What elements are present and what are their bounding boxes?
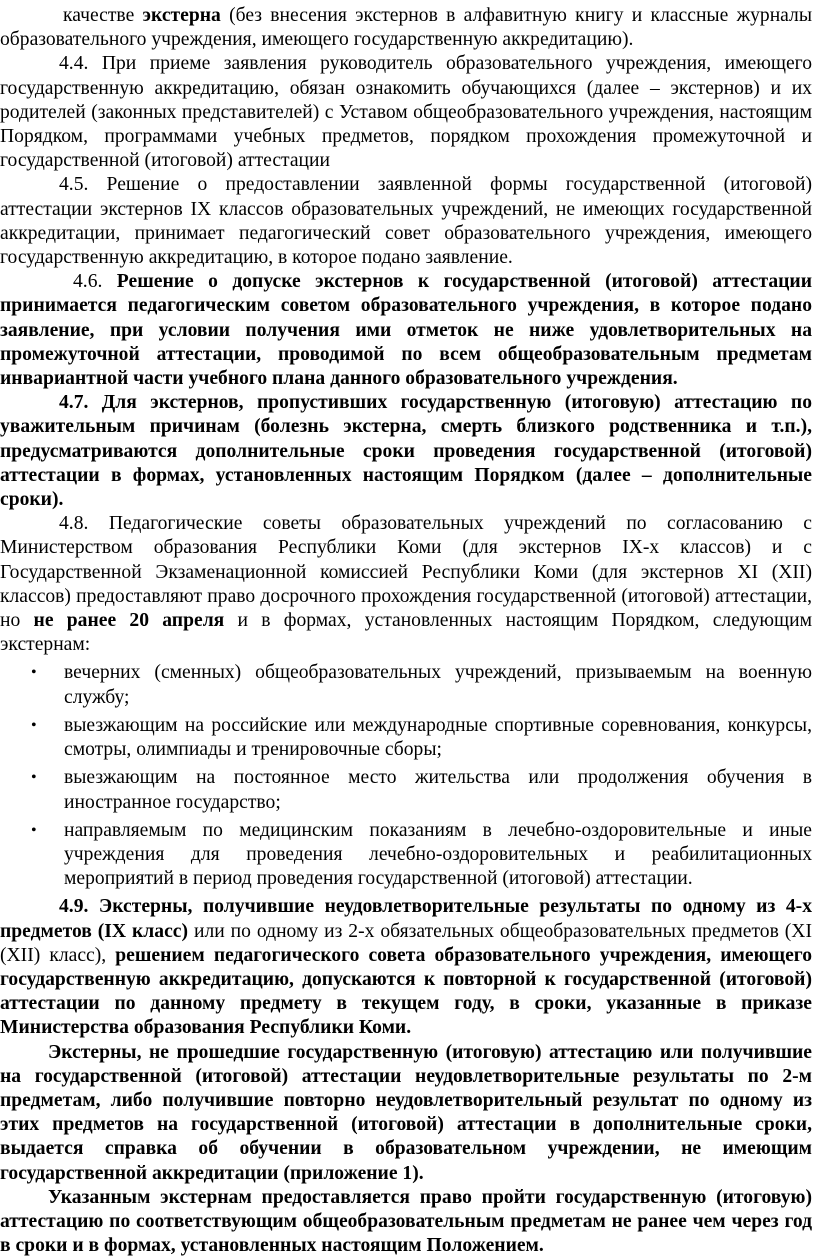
bullet-icon: • bbox=[31, 716, 37, 734]
document-page bbox=[0, 4, 812, 1258]
bullet-icon: • bbox=[31, 821, 37, 839]
list-item: • выезжающим на российские или международные спортивные соревнования, конкурсы, смотры, олимпиады и тренировочные сборы; bbox=[31, 714, 812, 761]
bullet-list bbox=[0, 661, 812, 891]
paragraph-4-5: 4.5. Решение о предоставлении заявленной формы государственной (итоговой) аттестации экстернов IX классов образовательных учреждений, не имеющих государственной аккредитации, принимает педагогический совет образовательного учреждения, имеющего государственную аккредитацию, в которое подано заявление. bbox=[0, 174, 812, 269]
bullet-icon: • bbox=[31, 769, 37, 787]
paragraph-number: 4.6. bbox=[73, 271, 103, 293]
paragraph-externs-failed: Экстерны, не прошедшие государственную (итоговую) аттестацию или получившие на государственной (итоговой) аттестации неудовлетворительные результаты по 2-м предметам, либо получившие повторно неудовлетворительный результат по одному из этих предметов на государственной (итоговой) аттестации в дополнительные сроки, выдается справка об обучении в образовательном учреждении, не имеющим государственной аккредитации (приложение 1). bbox=[0, 1041, 812, 1184]
paragraph-number: 4.5. bbox=[59, 174, 89, 196]
paragraph-4-4: 4.4. При приеме заявления руководитель образовательного учреждения, имеющего государственную аккредитацию, обязан ознакомить обучающихся (далее – экстернов) и их родителей (законных представителей) с Уставом общеобразовательного учреждения, настоящим Порядком, программами учебных предметов, порядком прохождения промежуточной и государственной (итоговой) аттестации bbox=[0, 53, 812, 172]
paragraph-number: 4.8. bbox=[59, 513, 89, 535]
list-item: • выезжающим на постоянное место жительства или продолжения обучения в иностранное государство; bbox=[31, 767, 812, 813]
list-item: • вечерних (сменных) общеобразовательных учреждений, призываемым на военную службу; bbox=[31, 662, 812, 708]
paragraph-4-6: 4.6. Решение о допуске экстернов к государственной (итоговой) аттестации принимается педагогическим советом образовательного учреждения, в которое подано заявление, при условии получения ими отметок не ниже удовлетворительных на промежуточной аттестации, проводимой по всем общеобразовательным предметам инвариантной части учебного плана данного образовательного учреждения. bbox=[0, 271, 812, 390]
paragraph-4-9: 4.9. Экстерны, получившие неудовлетворительные результаты по одному из 4-х предметов (IX класс) или по одному из 2-х обязательных общеобразовательных предметов (XI (XII) класс), решением педагогического совета образовательного учреждения, имеющего государственную аккредитацию, допускаются к повторной к государственной (итоговой) аттестации по данному предмету в текущем году, в сроки, указанные в приказе Министерства образования Республики Коми. bbox=[0, 896, 812, 1039]
bullet-icon: • bbox=[31, 664, 37, 682]
paragraph-4-3-end: качестве экстерна (без внесения экстернов в алфавитную книгу и классные журналы образовательного учреждения, имеющего государственную аккредитацию). bbox=[0, 5, 812, 51]
paragraph-number: 4.4. bbox=[59, 53, 89, 75]
paragraph-4-7: 4.7. Для экстернов, пропустивших государственную (итоговую) аттестацию по уважительным причинам (болезнь экстерна, смерть близкого родственника и т.п.), предусматриваются дополнительные сроки проведения государственной (итоговой) аттестации в формах, установленных настоящим Порядком (далее – дополнительные сроки). bbox=[0, 392, 812, 511]
paragraph-4-8: 4.8. Педагогические советы образовательных учреждений по согласованию с Министерством образования Республики Коми (для экстернов IX-х классов) и с Государственной Экзаменационной комиссией Республики Коми (для экстернов XI (XII) классов) предоставляют право досрочного прохождения государственной (итоговой) аттестации, но не ранее 20 апреля и в формах, установленных настоящим Порядком, следующим экстернам: bbox=[0, 513, 813, 656]
paragraph-retake-right: Указанным экстернам предоставляется право пройти государственную (итоговую) аттестацию по соответствующим общеобразовательным предметам не ранее чем через год в сроки и в формах, установленных настоящим Положением. bbox=[0, 1186, 812, 1257]
list-item: • направляемым по медицинским показаниям в лечебно-оздоровительные и иные учреждения для проведения лечебно-оздоровительных и реабилитационных мероприятий в период проведения государственной (итоговой) аттестации. bbox=[31, 819, 812, 890]
